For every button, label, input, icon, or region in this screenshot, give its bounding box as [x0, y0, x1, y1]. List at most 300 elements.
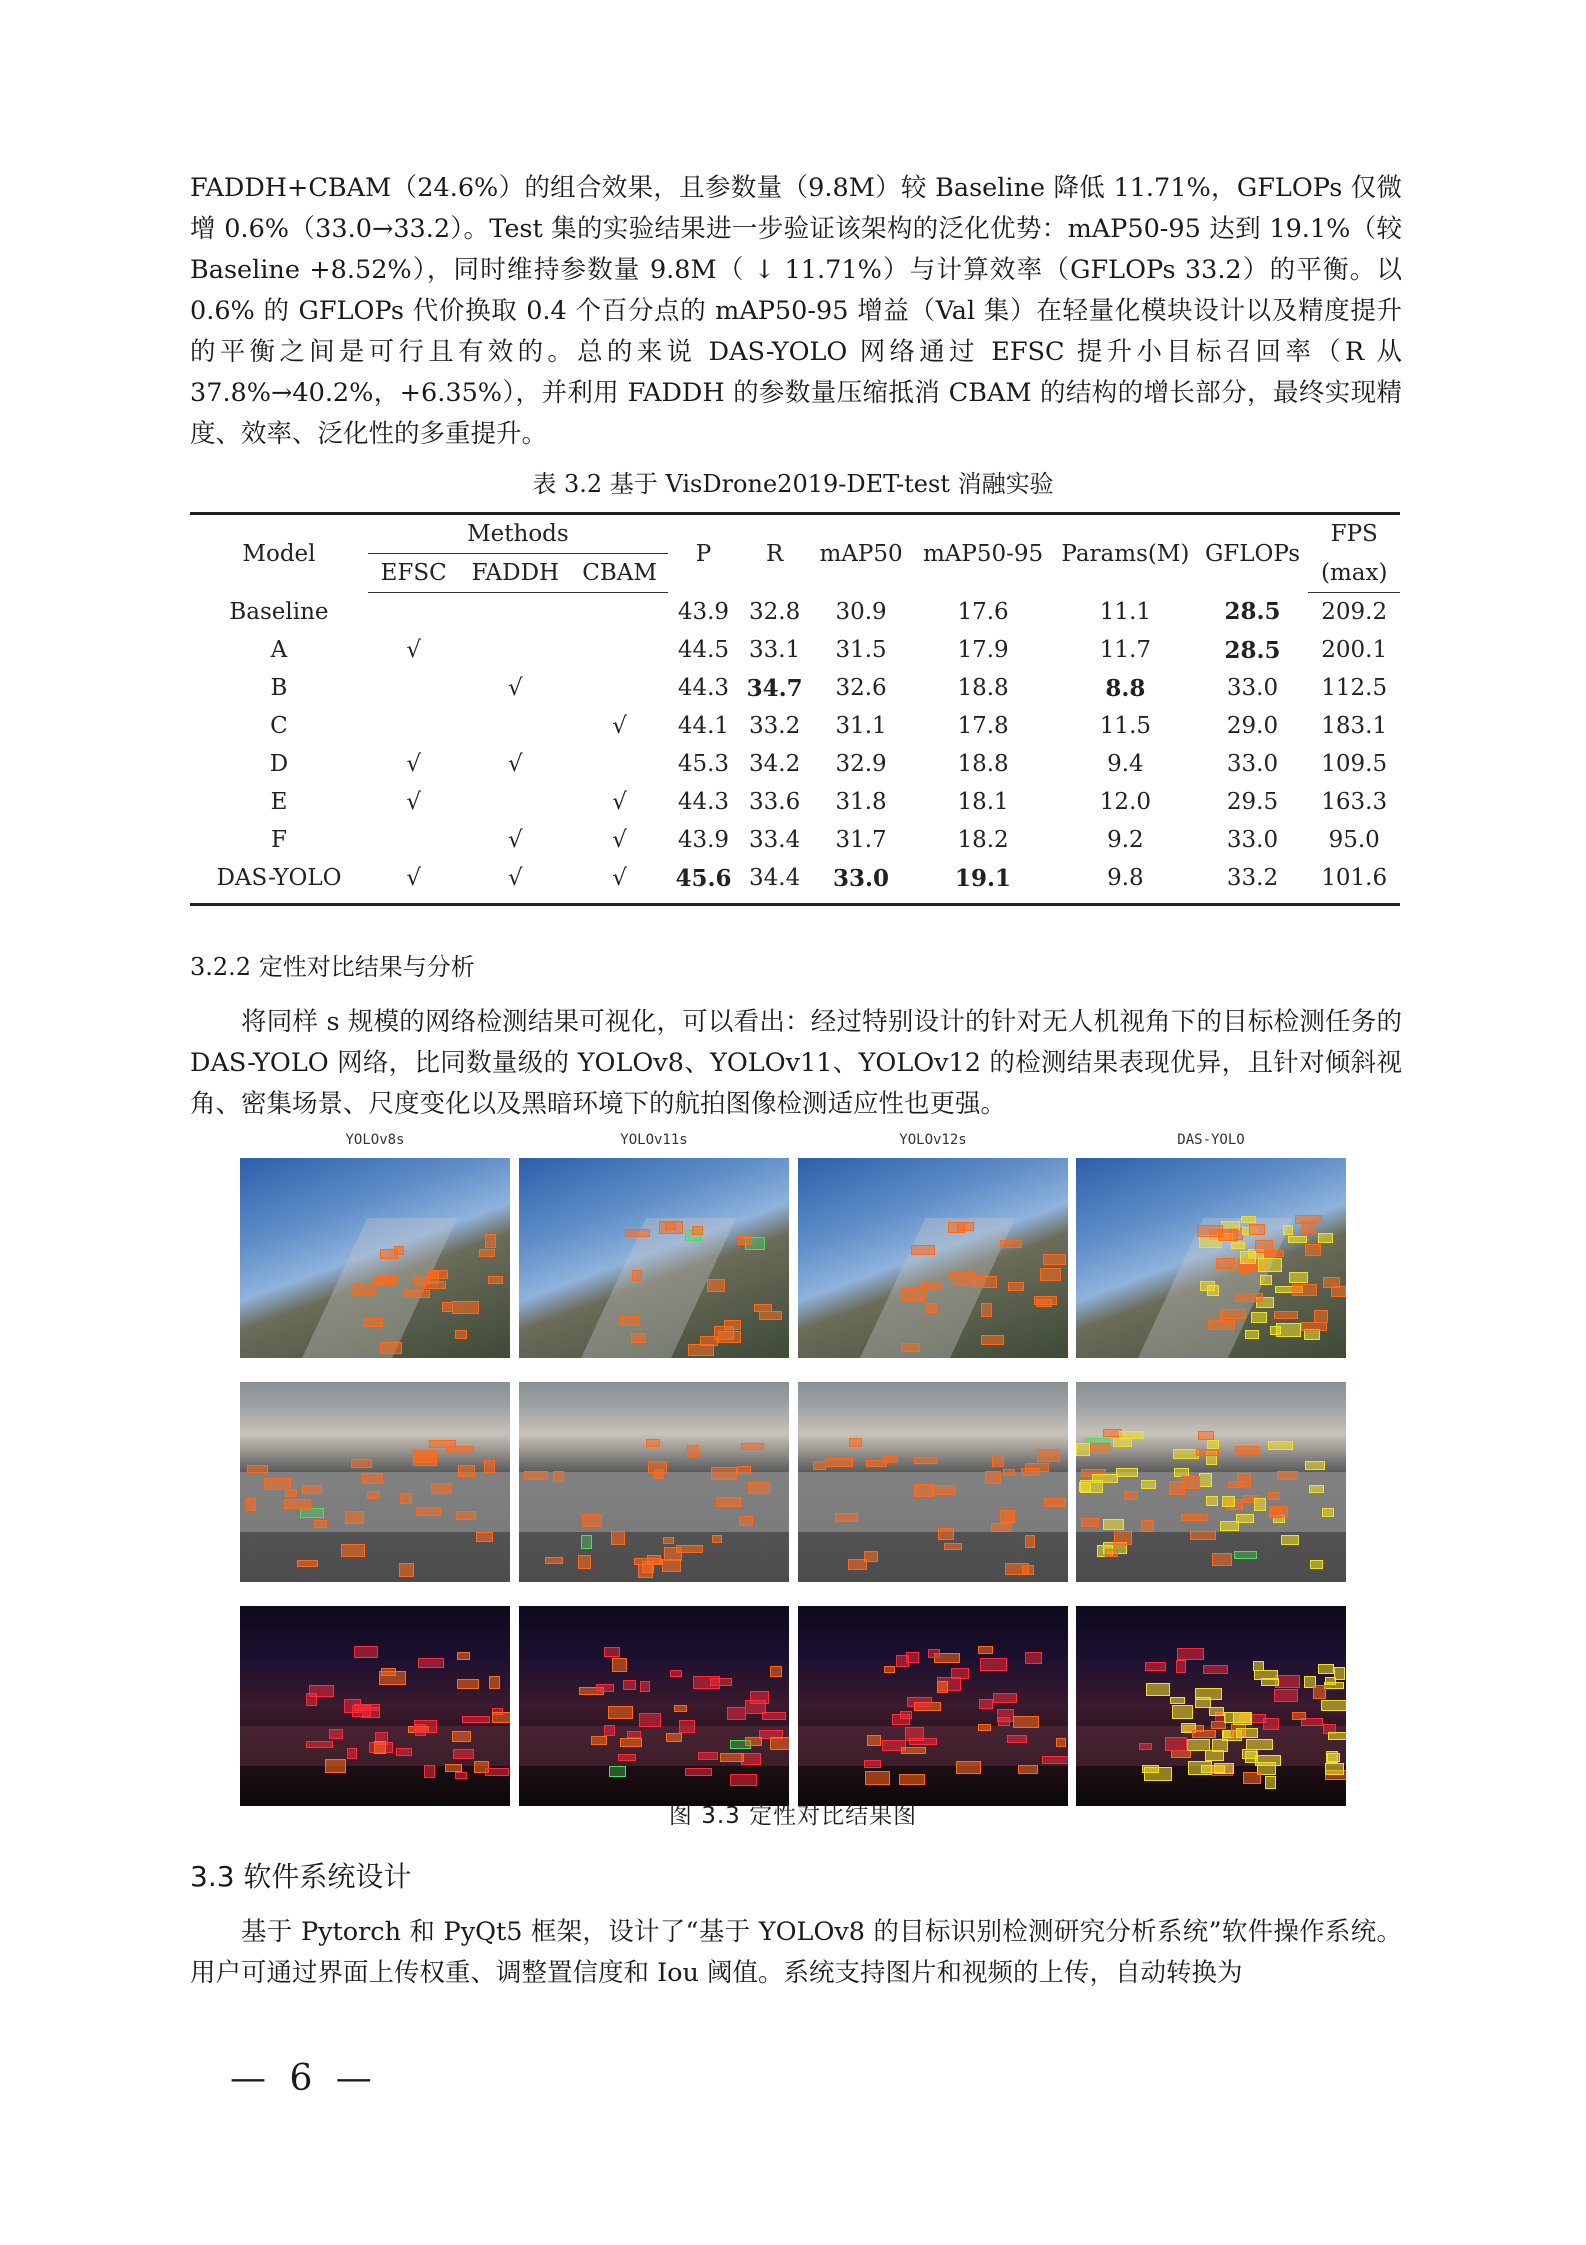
- detection-box: [1208, 1320, 1235, 1330]
- figure-column-label: YOLOv11s: [620, 1132, 688, 1148]
- detection-box: [907, 1697, 932, 1707]
- detection-box: [1216, 1258, 1235, 1269]
- detection-box: [670, 1670, 682, 1677]
- detection-box: [1146, 1683, 1170, 1696]
- detection-box: [367, 1491, 380, 1499]
- detection-box: [1255, 1755, 1281, 1766]
- detection-box: [452, 1301, 479, 1314]
- detection-box: [1173, 1449, 1199, 1459]
- detection-box: [944, 1543, 962, 1550]
- detection-box: [1116, 1468, 1138, 1477]
- detection-box: [998, 1717, 1010, 1726]
- detection-box: [374, 1741, 386, 1754]
- detection-box: [1181, 1476, 1200, 1489]
- detection-box: [578, 1555, 591, 1569]
- detection-box: [738, 1236, 752, 1245]
- detection-box: [1313, 1685, 1326, 1699]
- detection-box: [430, 1270, 448, 1279]
- header-methods: Methods: [368, 515, 668, 554]
- detection-box: [341, 1544, 365, 1557]
- table-cell-map5095: 18.8: [957, 675, 1009, 701]
- detection-box: [901, 1343, 920, 1352]
- table-cell-fps: 183.1: [1321, 713, 1388, 739]
- table-cell-params: 11.1: [1099, 598, 1152, 625]
- table-cell-map5095: 17.8: [957, 713, 1009, 739]
- table-cell-gflops: 33.0: [1226, 827, 1279, 853]
- detection-box: [770, 1666, 782, 1677]
- detection-box: [1190, 1531, 1216, 1540]
- detection-box: [985, 1471, 1001, 1484]
- figure-caption: 图 3.3 定性对比结果图: [668, 1803, 918, 1829]
- detection-box: [688, 1344, 714, 1356]
- detection-box: [739, 1516, 753, 1526]
- detection-box: [693, 1676, 720, 1689]
- detection-box: [1105, 1549, 1118, 1557]
- detection-box: [1292, 1284, 1317, 1296]
- table-cell-cbam: √: [612, 865, 627, 891]
- detection-box: [1288, 1236, 1307, 1243]
- detection-box: [485, 1234, 496, 1248]
- detection-box: [581, 1535, 592, 1549]
- detection-box: [424, 1765, 435, 1778]
- detection-box: [1079, 1482, 1091, 1492]
- header-r: R: [765, 540, 784, 567]
- table-row: [190, 821, 1400, 859]
- detection-box: [416, 1507, 441, 1516]
- detection-box: [712, 1535, 722, 1543]
- table-cell-efsc: [368, 669, 460, 707]
- dense-scene-image: [1076, 1382, 1346, 1582]
- detection-box: [1314, 1310, 1328, 1323]
- detection-box: [1301, 1322, 1327, 1331]
- table-cell-map50: 31.1: [835, 713, 887, 739]
- detection-box: [608, 1706, 633, 1719]
- table-cell-map50: 31.7: [835, 827, 887, 853]
- detection-box: [1206, 1496, 1218, 1506]
- detection-box: [1241, 1216, 1256, 1223]
- detection-box: [634, 1558, 662, 1565]
- detection-box: [664, 1547, 682, 1561]
- detection-box: [620, 1738, 642, 1747]
- detection-box: [1170, 1697, 1185, 1704]
- table-cell-p: 44.3: [677, 789, 730, 815]
- table-cell-p: 43.9: [677, 598, 730, 625]
- detection-box: [1103, 1519, 1124, 1530]
- detection-box: [1283, 1225, 1293, 1235]
- detection-box: [1325, 1763, 1344, 1775]
- table-cell-r: 32.8: [749, 598, 801, 625]
- table-cell-model: A: [270, 637, 288, 663]
- table-cell-map5095: 17.9: [957, 637, 1009, 663]
- detection-box: [1176, 1660, 1186, 1673]
- detection-box: [306, 1741, 333, 1748]
- detection-box: [403, 1290, 430, 1298]
- detection-box: [399, 1563, 414, 1577]
- table-cell-p: 45.3: [677, 751, 730, 777]
- table-cell-params: 9.2: [1107, 827, 1144, 853]
- table-row: [190, 783, 1400, 821]
- detection-box: [1305, 1244, 1321, 1256]
- table-cell-efsc: [368, 821, 460, 859]
- night-scene-image: [798, 1606, 1068, 1806]
- detection-box: [396, 1748, 412, 1756]
- detection-box: [1145, 1662, 1166, 1671]
- table-row: [190, 593, 1400, 632]
- dense-scene-image: [240, 1382, 510, 1582]
- figure-column-label: YOLOv12s: [899, 1132, 967, 1148]
- detection-box: [663, 1537, 674, 1544]
- detection-box: [1243, 1772, 1261, 1784]
- table-cell-map50: 32.6: [835, 675, 887, 701]
- detection-box: [1142, 1765, 1159, 1773]
- detection-box: [1274, 1689, 1298, 1702]
- detection-box: [300, 1508, 324, 1518]
- detection-box: [485, 1768, 509, 1776]
- detection-box: [620, 1316, 639, 1326]
- detection-box: [1003, 1469, 1015, 1476]
- table-cell-model: D: [269, 751, 289, 777]
- table-cell-faddh: [459, 783, 571, 821]
- detection-box: [1328, 1732, 1346, 1740]
- detection-box: [596, 1684, 614, 1692]
- detection-box: [456, 1511, 476, 1520]
- detection-box: [363, 1318, 383, 1327]
- detection-box: [306, 1693, 317, 1706]
- table-cell-fps: 95.0: [1328, 827, 1380, 853]
- detection-box: [679, 1720, 695, 1733]
- detection-box: [627, 1731, 641, 1738]
- detection-box: [1258, 1258, 1282, 1272]
- table-cell-map50: 33.0: [833, 864, 890, 892]
- table-cell-map50: 31.8: [835, 789, 887, 815]
- dense-scene-image: [798, 1382, 1068, 1582]
- detection-box: [905, 1727, 924, 1741]
- detection-box: [1119, 1431, 1144, 1439]
- detection-box: [737, 1466, 751, 1474]
- table-cell-gflops: 33.2: [1226, 865, 1279, 891]
- detection-box: [314, 1520, 327, 1528]
- detection-box: [926, 1303, 937, 1313]
- detection-box: [604, 1647, 620, 1657]
- detection-box: [1187, 1739, 1210, 1751]
- detection-box: [980, 1658, 1007, 1671]
- detection-box: [1222, 1496, 1235, 1507]
- detection-box: [1233, 1712, 1252, 1725]
- tilted-view-image: [798, 1158, 1068, 1358]
- detection-box: [476, 1532, 493, 1542]
- detection-box: [1092, 1474, 1118, 1483]
- table-cell-map5095: 19.1: [955, 864, 1012, 892]
- detection-box: [582, 1514, 602, 1527]
- detection-box: [1235, 1446, 1259, 1455]
- detection-box: [302, 1485, 322, 1494]
- detection-box: [1260, 1275, 1272, 1285]
- detection-box: [978, 1724, 991, 1731]
- detection-box: [906, 1652, 919, 1663]
- detection-box: [609, 1766, 626, 1777]
- detection-box: [1212, 1553, 1232, 1566]
- detection-box: [1198, 1431, 1214, 1440]
- table-cell-params: 9.4: [1107, 751, 1144, 777]
- detection-box: [1309, 1485, 1324, 1493]
- table-row: [190, 669, 1400, 707]
- table-cell-map5095: 18.8: [957, 751, 1009, 777]
- detection-box: [914, 1457, 938, 1464]
- detection-box: [1090, 1443, 1110, 1451]
- detection-box: [730, 1774, 757, 1786]
- table-cell-fps: 101.6: [1321, 865, 1388, 891]
- detection-box: [1240, 1251, 1256, 1264]
- table-cell-r: 33.4: [749, 827, 801, 853]
- table-cell-params: 12.0: [1099, 789, 1152, 815]
- dense-scene-image: [519, 1382, 789, 1582]
- detection-box: [1044, 1498, 1066, 1507]
- detection-box: [479, 1249, 495, 1257]
- table-cell-cbam: √: [612, 789, 627, 815]
- detection-box: [950, 1272, 975, 1280]
- detection-box: [625, 1229, 650, 1237]
- detection-box: [911, 1245, 935, 1255]
- detection-box: [1165, 1737, 1187, 1751]
- table-cell-cbam: √: [612, 713, 627, 739]
- detection-box: [883, 1456, 898, 1463]
- table-cell-faddh: √: [508, 675, 523, 701]
- detection-box: [1310, 1560, 1323, 1569]
- qualitative-figure: [240, 1132, 1346, 1808]
- table-cell-model: E: [270, 789, 288, 815]
- detection-box: [1201, 1765, 1225, 1773]
- detection-box: [264, 1478, 291, 1490]
- table-cell-cbam: [571, 631, 668, 669]
- table-cell-model: F: [270, 827, 287, 853]
- detection-box: [1212, 1739, 1228, 1752]
- detection-box: [991, 1523, 1012, 1532]
- table-cell-efsc: [368, 593, 460, 632]
- detection-box: [698, 1752, 718, 1760]
- table-cell-fps: 163.3: [1321, 789, 1388, 815]
- table-cell-fps: 209.2: [1321, 599, 1388, 625]
- detection-box: [938, 1528, 954, 1540]
- detection-box: [1220, 1309, 1246, 1319]
- table-cell-model: B: [270, 675, 288, 701]
- table-cell-gflops: 28.5: [1224, 598, 1281, 626]
- table-cell-faddh: [459, 707, 571, 745]
- detection-box: [1037, 1449, 1060, 1462]
- table-cell-map5095: 17.6: [957, 598, 1009, 625]
- detection-box: [902, 1288, 925, 1301]
- detection-box: [1043, 1254, 1066, 1265]
- detection-box: [1007, 1735, 1027, 1743]
- detection-box: [978, 1646, 993, 1654]
- detection-box: [362, 1473, 383, 1484]
- table-cell-gflops: 33.0: [1226, 675, 1279, 701]
- detection-box: [414, 1275, 430, 1285]
- detection-box: [835, 1513, 858, 1522]
- detection-box: [1025, 1652, 1042, 1664]
- detection-box: [381, 1668, 396, 1676]
- detection-box: [1236, 1728, 1258, 1738]
- detection-box: [1207, 1440, 1219, 1449]
- detection-box: [1005, 1514, 1015, 1522]
- detection-box: [864, 1760, 881, 1768]
- body-paragraph-3: 基于 Pytorch 和 PyQt5 框架，设计了“基于 YOLOv8 的目标识别检测研究分析系统”软件操作系统。用户可通过界面上传权重、调整置信度和 Iou 阈值。系统支持图片和视频的上传，自动转换为: [190, 1917, 1402, 1988]
- detection-box: [640, 1681, 650, 1692]
- table-cell-r: 33.1: [749, 637, 801, 663]
- detection-box: [414, 1720, 437, 1733]
- detection-box: [865, 1771, 890, 1785]
- table-cell-gflops: 33.0: [1226, 751, 1279, 777]
- detection-box: [1305, 1461, 1325, 1470]
- table-cell-gflops: 29.0: [1226, 713, 1279, 739]
- detection-box: [618, 1754, 636, 1761]
- detection-box: [1036, 1299, 1052, 1307]
- table-cell-p: 44.5: [677, 637, 730, 663]
- detection-box: [591, 1736, 607, 1745]
- detection-box: [1211, 1721, 1226, 1729]
- table-cell-faddh: √: [508, 827, 523, 853]
- detection-box: [1326, 1751, 1338, 1763]
- table-cell-p: 44.3: [677, 675, 730, 701]
- detection-box: [462, 1716, 490, 1723]
- detection-box: [825, 1458, 853, 1467]
- detection-box: [524, 1471, 548, 1480]
- table-cell-p: 43.9: [677, 827, 730, 853]
- detection-box: [956, 1761, 981, 1774]
- detection-box: [354, 1704, 380, 1711]
- detection-box: [611, 1531, 625, 1545]
- detection-box: [1192, 1730, 1216, 1738]
- detection-box: [1113, 1438, 1132, 1447]
- detection-box: [1209, 1707, 1224, 1716]
- detection-box: [1040, 1268, 1061, 1281]
- header-efsc: EFSC: [368, 554, 460, 593]
- detection-box: [1270, 1326, 1281, 1335]
- table-row: [190, 707, 1400, 745]
- detection-box: [1277, 1471, 1298, 1480]
- detection-box: [1199, 1473, 1212, 1487]
- header-map50-95: mAP50-95: [922, 540, 1044, 567]
- detection-box: [692, 1226, 703, 1235]
- table-cell-r: 34.2: [749, 751, 801, 777]
- table-cell-gflops: 28.5: [1224, 636, 1281, 664]
- table-cell-fps: 112.5: [1321, 675, 1388, 701]
- detection-box: [1076, 1443, 1090, 1456]
- detection-box: [1318, 1664, 1334, 1674]
- detection-box: [979, 1699, 993, 1709]
- detection-box: [489, 1676, 500, 1689]
- table-cell-r: 34.7: [746, 674, 803, 702]
- detection-box: [1322, 1508, 1334, 1517]
- header-faddh: FADDH: [459, 554, 571, 593]
- detection-box: [452, 1731, 471, 1742]
- page-number: — 6 —: [230, 2058, 378, 2099]
- table-cell-cbam: [571, 669, 668, 707]
- table-cell-model: Baseline: [229, 598, 329, 625]
- figure-image-grid: [240, 1158, 1346, 1808]
- detection-box: [981, 1303, 992, 1317]
- header-map50: mAP50: [819, 540, 903, 567]
- detection-box: [1254, 1670, 1278, 1680]
- table-cell-model: DAS-YOLO: [216, 865, 342, 891]
- detection-box: [351, 1283, 375, 1295]
- table-cell-params: 9.8: [1107, 865, 1144, 891]
- detection-box: [1196, 1449, 1219, 1456]
- table-cell-fps: 109.5: [1321, 751, 1388, 777]
- detection-box: [347, 1748, 357, 1759]
- detection-box: [1246, 1739, 1273, 1750]
- detection-box: [374, 1277, 396, 1285]
- detection-box: [639, 1713, 661, 1727]
- table-cell-map50: 32.9: [835, 751, 887, 777]
- detection-box: [1177, 1648, 1204, 1660]
- detection-box: [973, 1276, 997, 1288]
- detection-box: [431, 1483, 451, 1494]
- detection-box: [1124, 1491, 1138, 1500]
- table-cell-faddh: [459, 631, 571, 669]
- table-cell-params: 11.7: [1099, 637, 1152, 663]
- night-scene-image: [240, 1606, 510, 1806]
- detection-box: [1321, 1700, 1346, 1711]
- detection-box: [957, 1222, 974, 1231]
- detection-box: [884, 1666, 895, 1673]
- detection-box: [1021, 1468, 1040, 1476]
- table-cell-efsc: √: [406, 751, 422, 777]
- detection-box: [623, 1680, 636, 1690]
- detection-box: [1141, 1480, 1156, 1489]
- detection-box: [329, 1729, 343, 1739]
- table-cell-r: 33.6: [749, 789, 801, 815]
- detection-box: [714, 1326, 734, 1340]
- header-fps-unit: (max): [1308, 554, 1400, 593]
- detection-box: [1013, 1716, 1039, 1728]
- detection-box: [1274, 1311, 1298, 1319]
- table-cell-faddh: √: [508, 751, 523, 777]
- detection-box: [1000, 1240, 1022, 1248]
- table-row: [190, 631, 1400, 669]
- table-cell-cbam: [571, 745, 668, 783]
- detection-box: [646, 1439, 660, 1447]
- detection-box: [754, 1304, 772, 1312]
- table-cell-map50: 31.5: [835, 637, 887, 663]
- detection-box: [492, 1712, 510, 1723]
- detection-box: [849, 1438, 862, 1447]
- detection-box: [1042, 1756, 1068, 1764]
- detection-box: [848, 1559, 867, 1570]
- detection-box: [951, 1668, 969, 1679]
- detection-box: [413, 1454, 437, 1466]
- body-paragraph-1: FADDH+CBAM（24.6%）的组合效果，且参数量（9.8M）较 Baseline 降低 11.71%，GFLOPs 仅微增 0.6%（33.0→33.2）。Test 集的实验结果进一步验证该架构的泛化优势：mAP50-95 达到 19.1%（较 Baseline +8.52%），同时维持参数量 9.8M（ ↓ 11.71%）与计算效率（GFLOPs 33.2）的平衡。以 0.6% 的 GFLOPs 代价换取 0.4 个百分点的 mAP50-95 增益（Val 集）在轻量化模块设计以及精度提升的平衡之间是可行且有效的。总的来说 DAS-YOLO 网络通过 EFSC 提升小目标召回率（R 从 37.8%→40.2%，+6.35%），并利用 FADDH 的参数量压缩抵消 CBAM 的结构的增长部分，最终实现精度、效率、泛化性的多重提升。: [190, 173, 1402, 449]
- table-cell-map50: 30.9: [835, 598, 887, 625]
- detection-box: [1295, 1215, 1322, 1224]
- detection-box: [716, 1497, 741, 1507]
- table-row: [190, 859, 1400, 897]
- detection-box: [354, 1646, 378, 1658]
- table-cell-map5095: 18.1: [957, 789, 1009, 815]
- ablation-table: [190, 512, 1400, 906]
- detection-box: [1239, 1265, 1249, 1273]
- tilted-view-image: [519, 1158, 789, 1358]
- detection-box: [247, 1465, 268, 1473]
- detection-box: [1025, 1535, 1035, 1548]
- table-cell-params: 8.8: [1105, 674, 1146, 702]
- body-paragraph-2: 将同样 s 规模的网络检测结果可视化，可以看出：经过特别设计的针对无人机视角下的目标检测任务的 DAS-YOLO 网络，比同数量级的 YOLOv8、YOLOv11、YOLOv12 的检测结果表现优异，且针对倾斜视角、密集场景、尺度变化以及黑暗环境下的航拍图像检测适应性也更强。: [190, 1007, 1402, 1119]
- table-cell-faddh: [459, 593, 571, 632]
- detection-box: [394, 1246, 404, 1255]
- header-p: P: [695, 540, 712, 567]
- table-cell-gflops: 29.5: [1226, 789, 1279, 815]
- table-cell-r: 33.2: [749, 713, 801, 739]
- detection-box: [445, 1764, 462, 1772]
